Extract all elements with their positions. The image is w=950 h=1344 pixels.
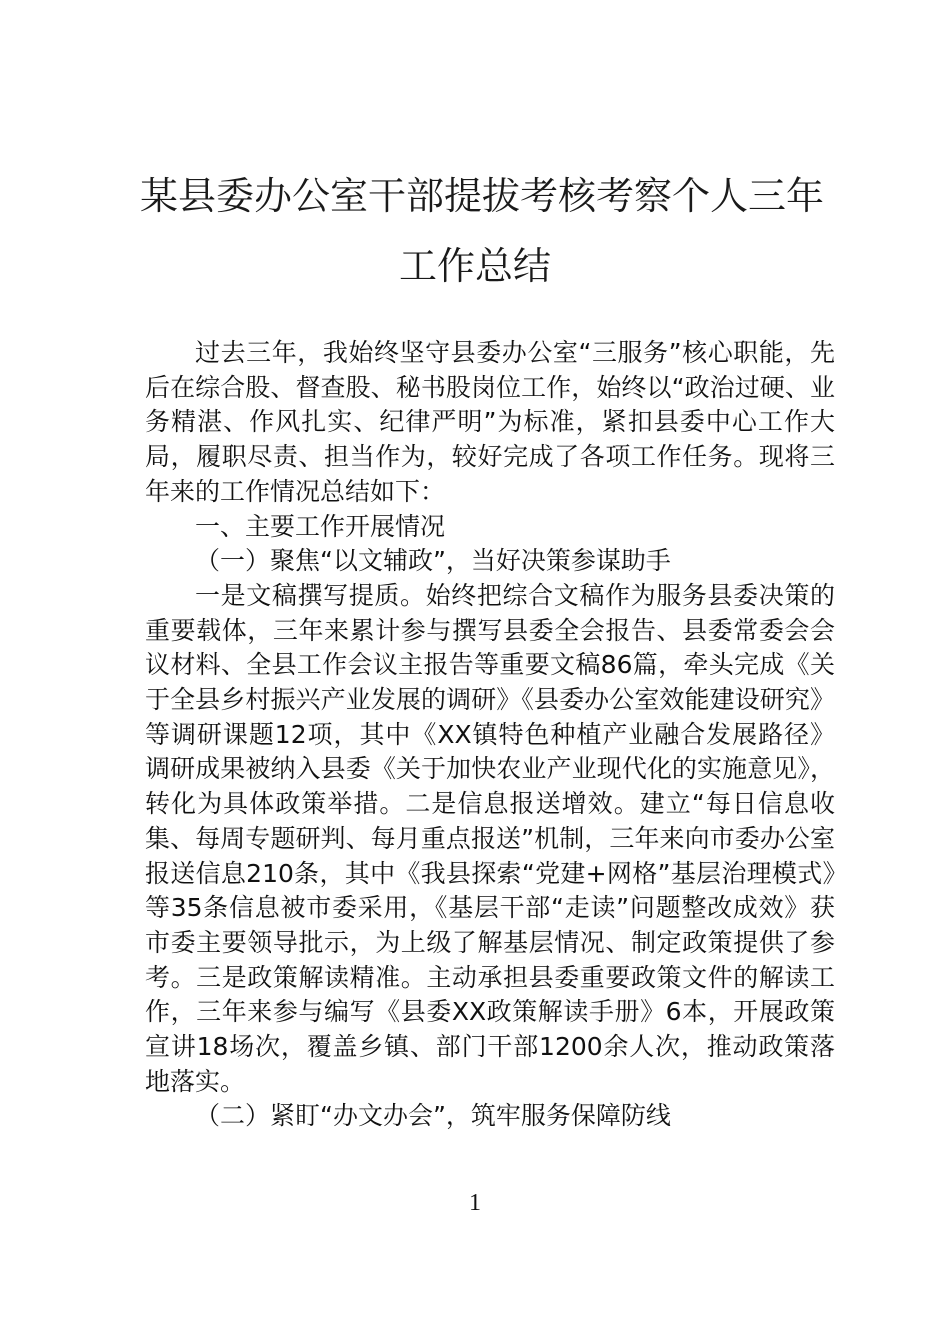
document-title-line-2: 工作总结 xyxy=(398,244,551,288)
subsection-heading-2: （二）紧盯“办文办会”，筑牢服务保障防线 xyxy=(195,1101,671,1131)
page-number: 1 xyxy=(469,1190,481,1216)
section-heading-main-work: 一、主要工作开展情况 xyxy=(195,511,446,541)
subsection-1-paragraph: 一是文稿撰写提质。始终把综合文稿作为服务县委决策的重要载体，三年来累计参与撰写县委全会报告、县委常委会会议材料、全县工作会议主报告等重要文稿86篇，牵头完成《关于全县乡村振兴产业发展的调研》《县委办公室效能建设研究》等调研课题12项，其中《XX镇特色种植产业融合发展路径》调研成果被纳入县委《关于加快农业产业现代化的实施意见》，转化为具体政策举措。二是信息报送增效。建立“每日信息收集、每周专题研判、每月重点报送”机制，三年来向市委办公室报送信息210条，其中《我县探索“党建+网格”基层治理模式》等35条信息被市委采用，《基层干部“走读”问题整改成效》获市委主要领导批示，为上级了解基层情况、制定政策提供了参考。三是政策解读精准。主动承担县委重要政策文件的解读工作，三年来参与编写《县委XX政策解读手册》6本，开展政策宣讲18场次，覆盖乡镇、部门干部1200余人次，推动政策落地落实。 xyxy=(145,580,835,1096)
intro-paragraph: 过去三年，我始终坚守县委办公室“三服务”核心职能，先后在综合股、督查股、秘书股岗位工作，始终以“政治过硬、业务精湛、作风扎实、纪律严明”为标准，紧扣县委中心工作大局，履职尽责、担当作为，较好完成了各项工作任务。现将三年来的工作情况总结如下： xyxy=(145,338,835,506)
document-title-line-1: 某县委办公室干部提拔考核考察个人三年 xyxy=(140,174,825,218)
subsection-heading-1: （一）聚焦“以文辅政”，当好决策参谋助手 xyxy=(195,546,671,576)
document-body xyxy=(145,336,835,1134)
